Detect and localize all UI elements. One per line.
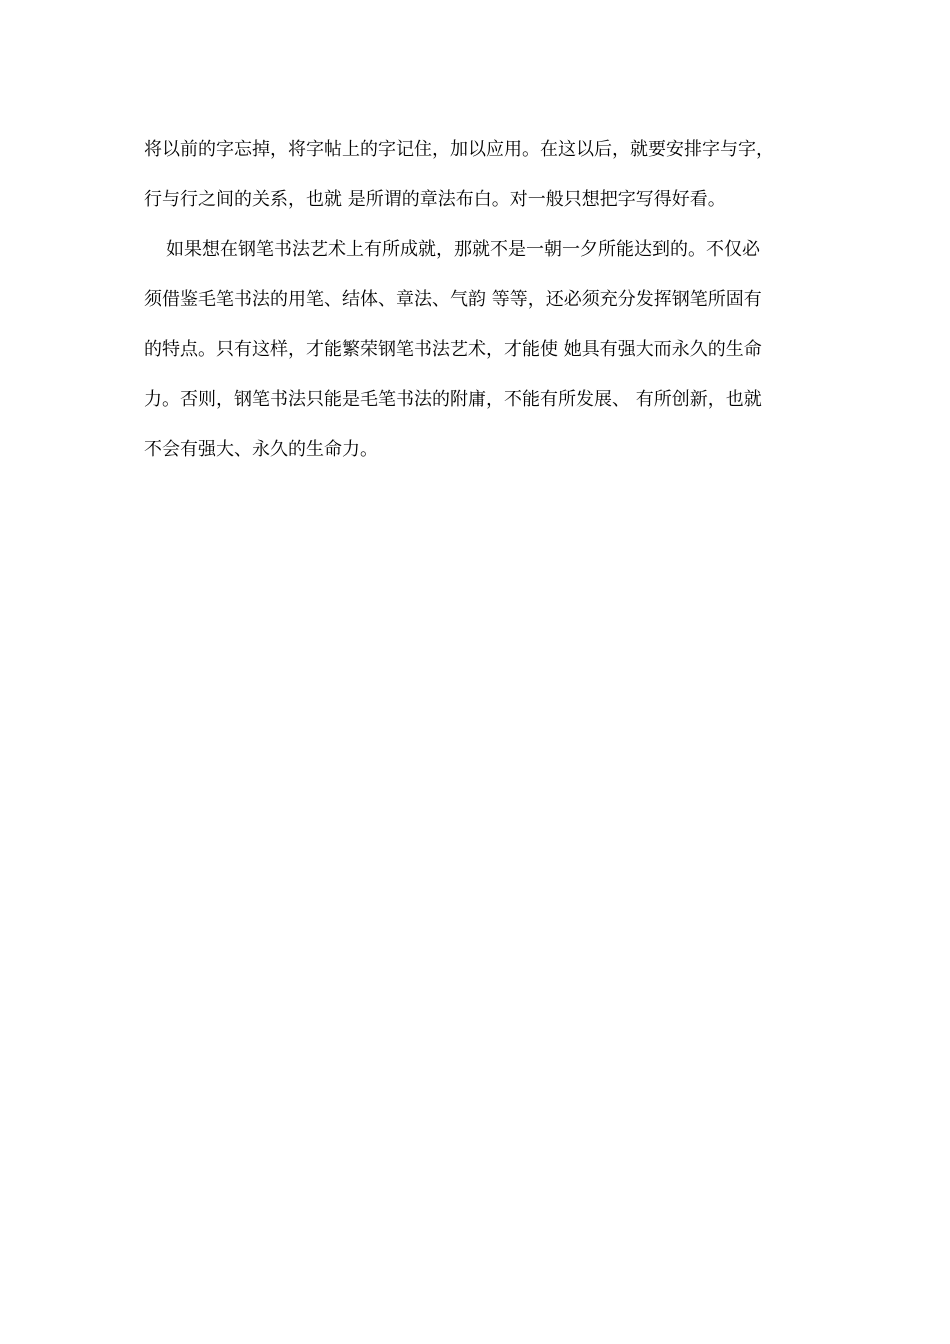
paragraph2-line1: 如果想在钢笔书法艺术上有所成就，那就不是一朝一夕所能达到的。不仅必 <box>166 239 760 260</box>
paragraph2-line5: 不会有强大、永久的生命力。 <box>144 439 378 460</box>
paragraph1-line2: 行与行之间的关系，也就 是所谓的章法布白。对一般只想把字写得好看。 <box>144 189 726 210</box>
paragraph2-line3: 的特点。只有这样，才能繁荣钢笔书法艺术，才能使 她具有强大而永久的生命 <box>144 339 762 360</box>
paragraph1-line1: 将以前的字忘掉，将字帖上的字记住，加以应用。在这以后，就要安排字与字， <box>144 139 774 160</box>
paragraph2-line4: 力。否则，钢笔书法只能是毛笔书法的附庸，不能有所发展、 有所创新，也就 <box>144 389 762 410</box>
paragraph2-line2: 须借鉴毛笔书法的用笔、结体、章法、气韵 等等，还必须充分发挥钢笔所固有 <box>144 289 762 310</box>
